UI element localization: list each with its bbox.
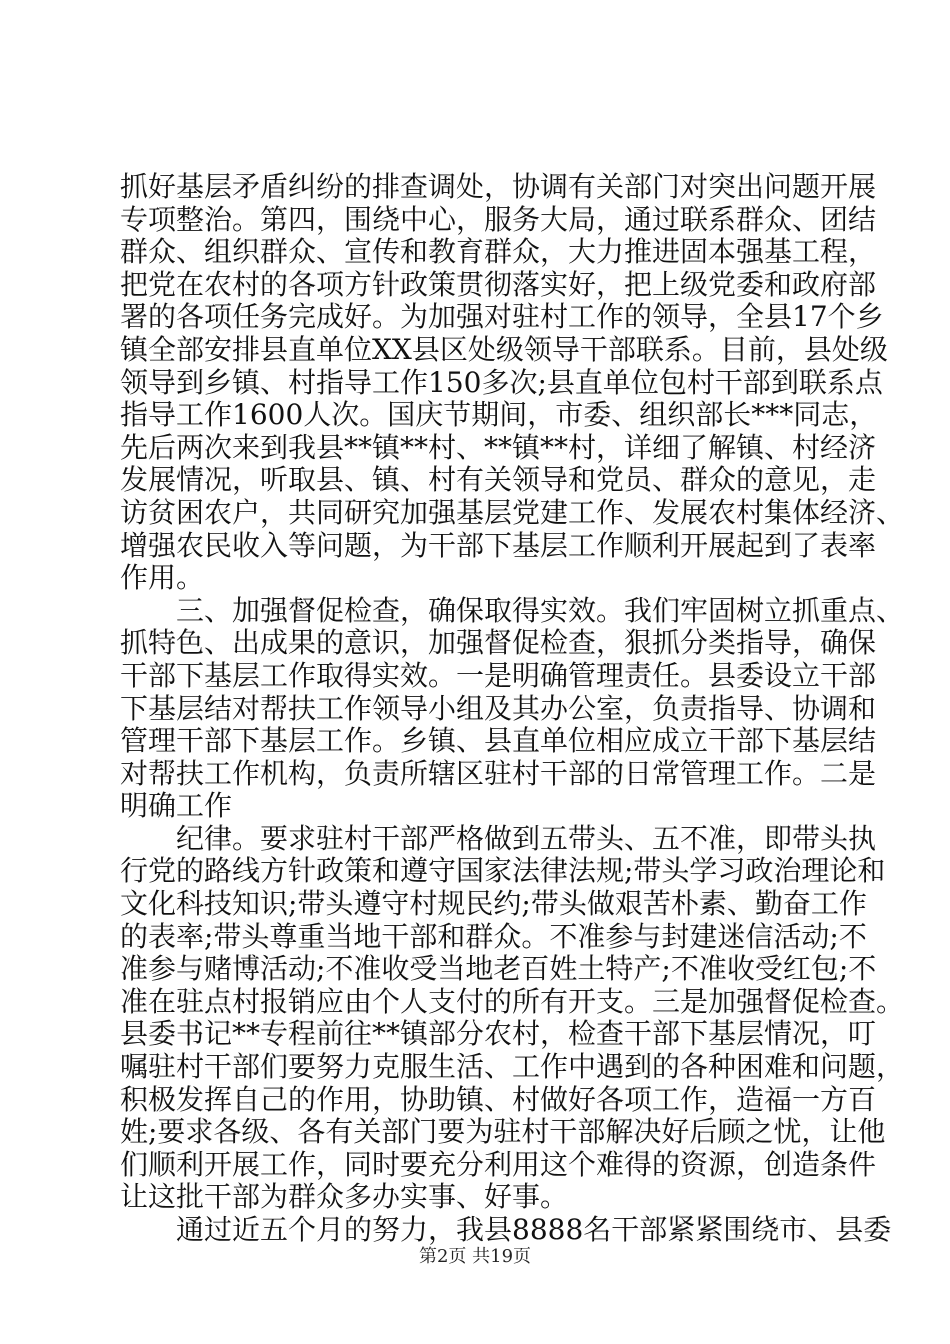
text-line: 增强农民收入等问题，为干部下基层工作顺利开展起到了表率 (120, 528, 877, 562)
text-line: 三、加强督促检查，确保取得实效。我们牢固树立抓重点、 (120, 593, 905, 627)
text-line: 积极发挥自己的作用，协助镇、村做好各项工作，造福一方百 (120, 1082, 877, 1116)
text-line: 姓;要求各级、各有关部门要为驻村干部解决好后顾之忧，让他 (120, 1115, 886, 1149)
text-line: 准在驻点村报销应由个人支付的所有开支。三是加强督促检查。 (120, 984, 905, 1018)
text-line: 准参与赌博活动;不准收受当地老百姓土特产;不准收受红包;不 (120, 952, 877, 986)
text-line: 抓好基层矛盾纠纷的排查调处，协调有关部门对突出问题开展 (120, 170, 877, 203)
text-line: 们顺利开展工作，同时要充分利用这个难得的资源，创造条件 (120, 1147, 877, 1181)
text-line: 行党的路线方针政策和遵守国家法律法规;带头学习政治理论和 (120, 854, 886, 888)
text-line: 通过近五个月的努力，我县8888名干部紧紧围绕市、县委 (120, 1213, 892, 1246)
text-line: 文化科技知识;带头遵守村规民约;带头做艰苦朴素、勤奋工作 (120, 887, 867, 921)
text-line: 指导工作1600人次。国庆节期间，市委、组织部长***同志， (120, 398, 878, 432)
page-footer: 第2页 共19页 (418, 1246, 532, 1267)
text-line: 抓特色、出成果的意识，加强督促检查，狠抓分类指导，确保 (120, 626, 877, 660)
text-line: 领导到乡镇、村指导工作150多次;县直单位包村干部到联系点 (120, 365, 883, 399)
text-line: 的表率;带头尊重当地干部和群众。不准参与封建迷信活动;不 (120, 919, 867, 953)
text-line: 署的各项任务完成好。为加强对驻村工作的领导，全县17个乡 (120, 300, 884, 334)
text-line: 让这批干部为群众多办实事、好事。 (120, 1180, 569, 1214)
text-line: 县委书记**专程前往**镇部分农村，检查干部下基层情况，叮 (120, 1017, 877, 1051)
text-line: 发展情况，听取县、镇、村有关领导和党员、群众的意见，走 (120, 463, 877, 497)
text-line: 群众、组织群众、宣传和教育群众，大力推进固本强基工程， (120, 235, 877, 269)
text-line: 管理干部下基层工作。乡镇、县直单位相应成立干部下基层结 (120, 724, 877, 758)
text-line: 下基层结对帮扶工作领导小组及其办公室，负责指导、协调和 (120, 691, 877, 725)
text-line: 干部下基层工作取得实效。一是明确管理责任。县委设立干部 (120, 658, 877, 692)
text-line: 专项整治。第四，围绕中心，服务大局，通过联系群众、团结 (120, 202, 877, 236)
text-line: 先后两次来到我县**镇**村、**镇**村，详细了解镇、村经济 (120, 430, 877, 464)
text-line: 嘱驻村干部们要努力克服生活、工作中遇到的各种困难和问题， (120, 1050, 905, 1084)
text-line: 作用。 (120, 561, 205, 595)
text-line: 访贫困农户，共同研究加强基层党建工作、发展农村集体经济、 (120, 495, 905, 529)
text-line: 明确工作 (120, 789, 233, 823)
text-line: 纪律。要求驻村干部严格做到五带头、五不准，即带头执 (120, 821, 877, 855)
text-line: 镇全部安排县直单位XX县区处级领导干部联系。目前，县处级 (120, 332, 888, 366)
text-line: 把党在农村的各项方针政策贯彻落实好，把上级党委和政府部 (120, 267, 877, 301)
document-body (120, 170, 905, 1247)
text-line: 对帮扶工作机构，负责所辖区驻村干部的日常管理工作。二是 (120, 756, 877, 790)
